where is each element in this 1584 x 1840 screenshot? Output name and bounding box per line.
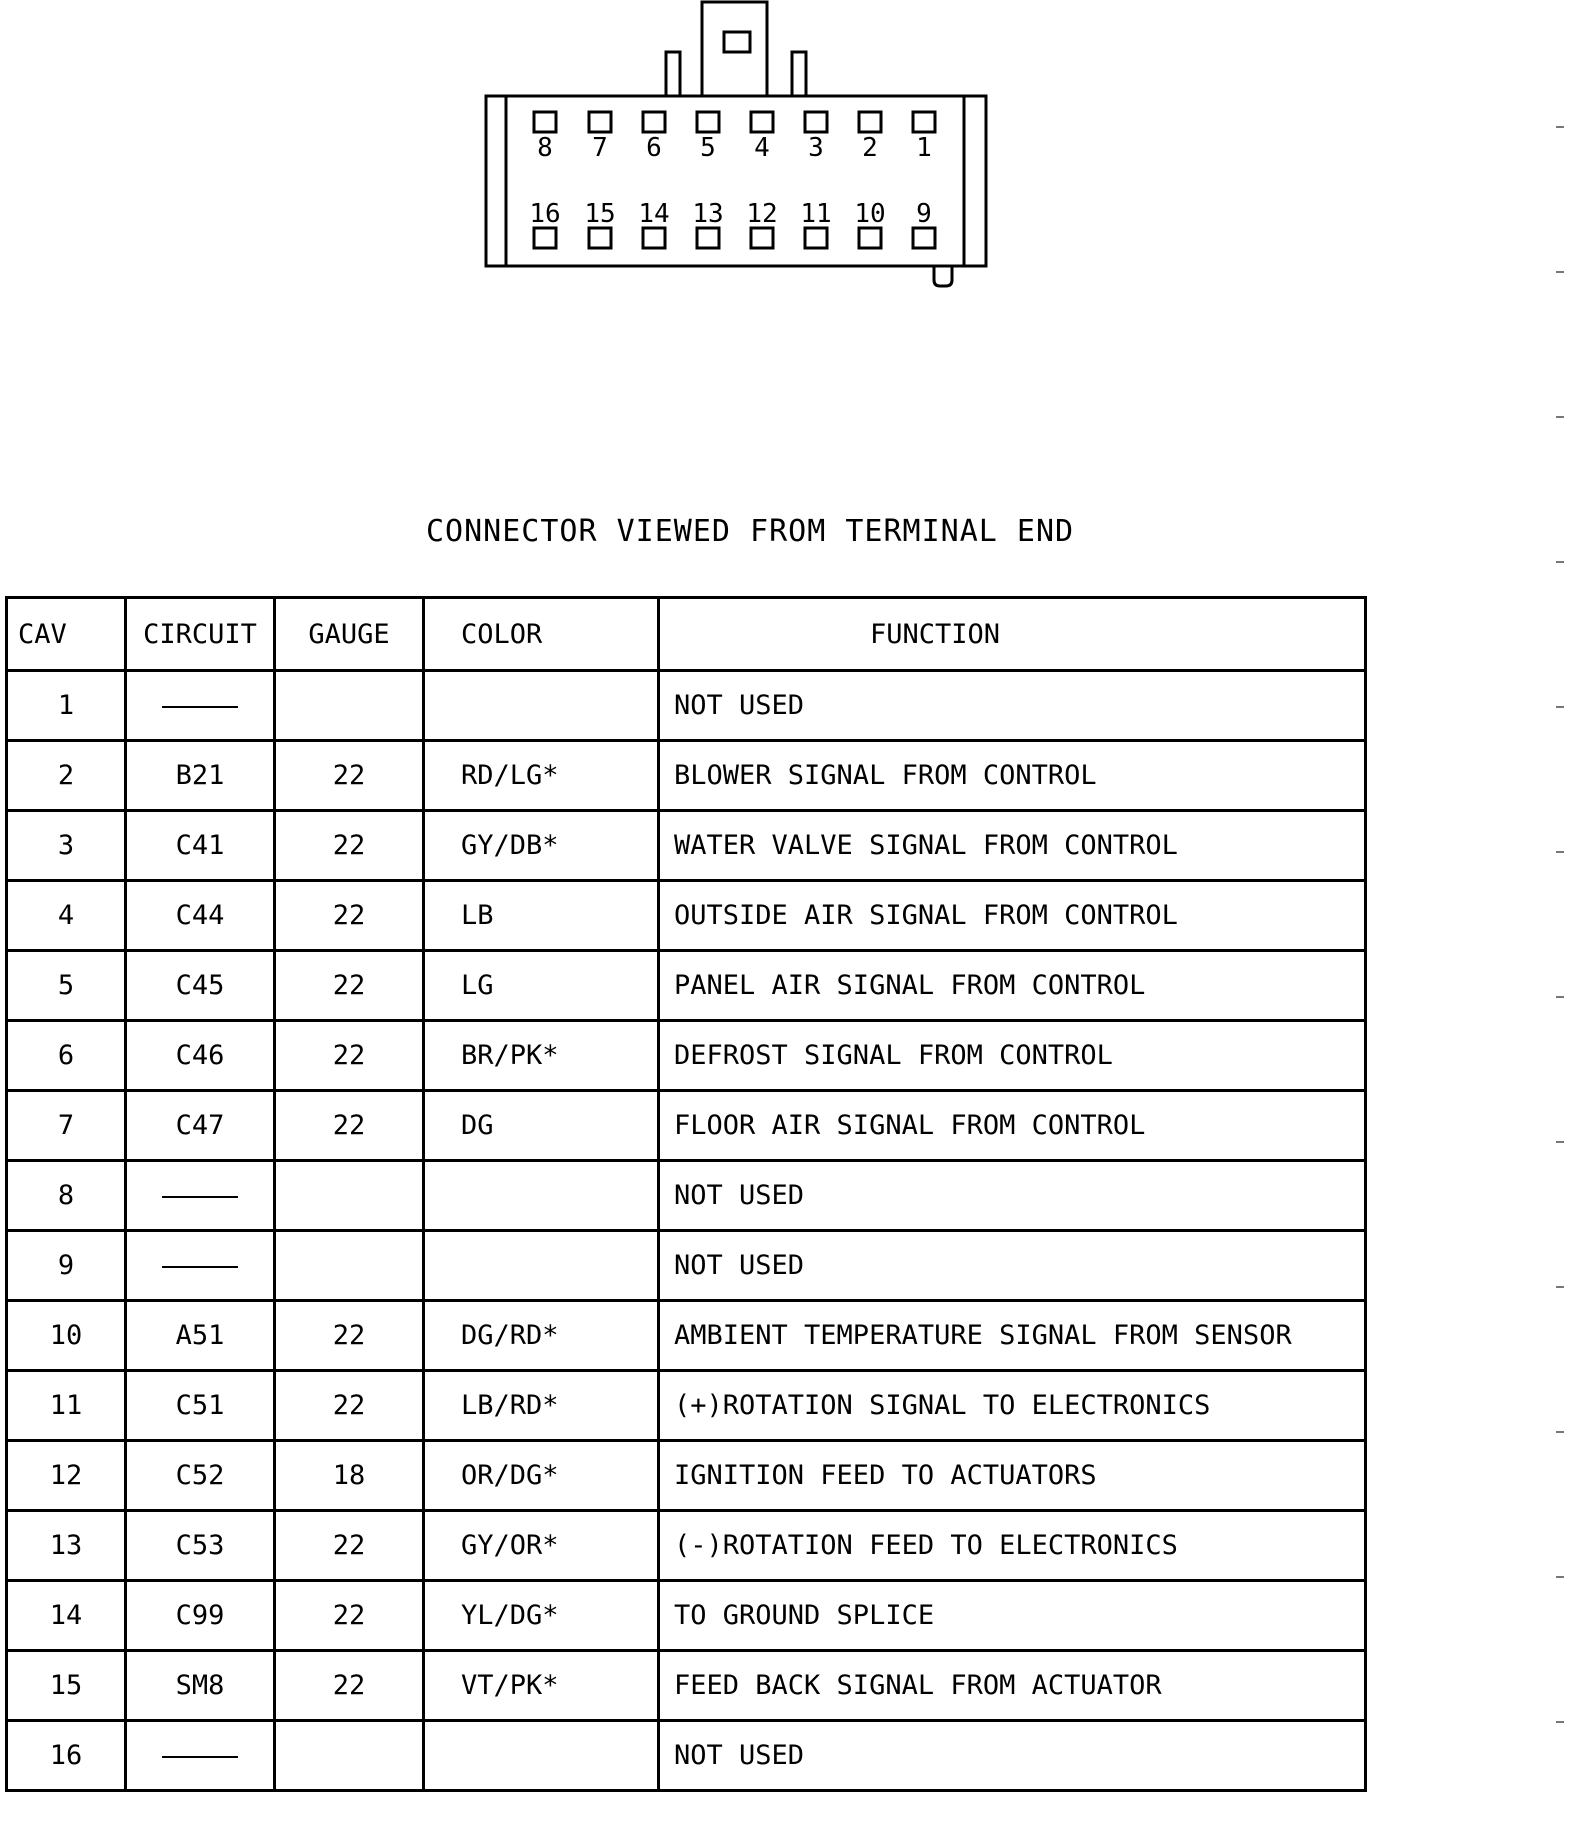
header-circuit: CIRCUIT [126,598,275,671]
cell-color: OR/DG* [424,1441,659,1511]
cell-circuit: C46 [126,1021,275,1091]
latch-window [724,32,750,52]
cell-gauge: 22 [275,1021,424,1091]
pin-cavity [913,112,935,132]
cell-gauge: 18 [275,1441,424,1511]
cell-cav: 13 [7,1511,126,1581]
cell-circuit: C99 [126,1581,275,1651]
edge-tick [1556,271,1564,273]
cell-cav: 14 [7,1581,126,1651]
table-row [7,1651,1366,1721]
pin-number-label: 11 [800,199,832,229]
unused-dash [162,706,238,708]
cell-color: DG/RD* [424,1301,659,1371]
cell-cav: 2 [7,741,126,811]
cell-function: OUTSIDE AIR SIGNAL FROM CONTROL [659,881,1366,951]
cell-color: VT/PK* [424,1651,659,1721]
caption-text: CONNECTOR VIEWED FROM TERMINAL END [426,514,1075,549]
cell-cav: 15 [7,1651,126,1721]
connector-latch [702,2,767,96]
pin-number-label: 7 [592,133,608,163]
pin-number-label: 2 [862,133,878,163]
cell-cav: 7 [7,1091,126,1161]
cell-function: PANEL AIR SIGNAL FROM CONTROL [659,951,1366,1021]
cell-circuit: C53 [126,1511,275,1581]
cell-color [424,671,659,741]
pin-cavity [805,112,827,132]
cell-cav: 12 [7,1441,126,1511]
cell-gauge: 22 [275,881,424,951]
pin-number-label: 14 [638,199,670,229]
pin-number-label: 5 [700,133,716,163]
cell-gauge [275,1161,424,1231]
cell-cav: 5 [7,951,126,1021]
cell-cav: 8 [7,1161,126,1231]
cell-cav: 1 [7,671,126,741]
cell-color: GY/DB* [424,811,659,881]
edge-tick [1556,1431,1564,1433]
pin-cavity [913,228,935,248]
cell-circuit: C41 [126,811,275,881]
cell-function: NOT USED [659,671,1366,741]
cell-circuit: SM8 [126,1651,275,1721]
table-header-row [7,598,1366,671]
cell-circuit [126,671,275,741]
cell-gauge: 22 [275,811,424,881]
header-gauge: GAUGE [275,598,424,671]
cell-function: WATER VALVE SIGNAL FROM CONTROL [659,811,1366,881]
cell-gauge [275,671,424,741]
pin-cavity [697,112,719,132]
edge-tick [1556,1141,1564,1143]
table-row [7,1231,1366,1301]
cell-cav: 3 [7,811,126,881]
table-row [7,1021,1366,1091]
cell-color: BR/PK* [424,1021,659,1091]
cell-circuit: C47 [126,1091,275,1161]
cell-cav: 16 [7,1721,126,1791]
pin-number-label: 8 [537,133,553,163]
pin-number-label: 3 [808,133,824,163]
pin-cavity [534,228,556,248]
edge-tick [1556,1576,1564,1578]
cell-circuit: C51 [126,1371,275,1441]
cell-cav: 9 [7,1231,126,1301]
cell-color [424,1231,659,1301]
unused-dash [162,1266,238,1268]
cell-circuit [126,1231,275,1301]
cell-function: (+)ROTATION SIGNAL TO ELECTRONICS [659,1371,1366,1441]
cell-circuit [126,1721,275,1791]
pin-cavity [751,228,773,248]
cell-color: LB/RD* [424,1371,659,1441]
cell-gauge: 22 [275,1371,424,1441]
pinout-table [5,596,1367,1792]
pin-number-label: 16 [529,199,561,229]
pin-number-label: 6 [646,133,662,163]
table-row [7,811,1366,881]
cell-color [424,1721,659,1791]
table-row [7,1721,1366,1791]
pin-number-label: 10 [854,199,886,229]
bottom-key [934,266,952,286]
table-row [7,671,1366,741]
cell-color: RD/LG* [424,741,659,811]
edge-tick [1556,416,1564,418]
cell-cav: 4 [7,881,126,951]
cell-function: FLOOR AIR SIGNAL FROM CONTROL [659,1091,1366,1161]
cell-cav: 11 [7,1371,126,1441]
cell-color: LB [424,881,659,951]
cell-color: DG [424,1091,659,1161]
table-row [7,1581,1366,1651]
cell-color: YL/DG* [424,1581,659,1651]
pin-number-label: 9 [916,199,932,229]
header-color: COLOR [424,598,659,671]
pin-number-label: 1 [916,133,932,163]
pin-number-label: 4 [754,133,770,163]
cell-gauge: 22 [275,1091,424,1161]
unused-dash [162,1196,238,1198]
cell-function: NOT USED [659,1721,1366,1791]
cell-circuit [126,1161,275,1231]
right-post [792,52,806,96]
pin-cavity [697,228,719,248]
left-post [666,52,680,96]
cell-gauge [275,1721,424,1791]
unused-dash [162,1756,238,1758]
pin-cavity [589,228,611,248]
pin-cavity [589,112,611,132]
table-row [7,741,1366,811]
pin-cavity [643,228,665,248]
cell-color [424,1161,659,1231]
cell-function: (-)ROTATION FEED TO ELECTRONICS [659,1511,1366,1581]
edge-tick [1556,996,1564,998]
cell-gauge: 22 [275,1511,424,1581]
cell-color: LG [424,951,659,1021]
table-row [7,881,1366,951]
edge-tick [1556,706,1564,708]
cell-function: AMBIENT TEMPERATURE SIGNAL FROM SENSOR [659,1301,1366,1371]
pin-cavity [751,112,773,132]
edge-tick [1556,126,1564,128]
table-row [7,1091,1366,1161]
cell-function: DEFROST SIGNAL FROM CONTROL [659,1021,1366,1091]
pin-number-label: 13 [692,199,724,229]
table-row [7,1161,1366,1231]
cell-gauge: 22 [275,1301,424,1371]
pin-cavity [859,112,881,132]
cell-cav: 10 [7,1301,126,1371]
pin-cavity [643,112,665,132]
table-row [7,1371,1366,1441]
cell-gauge [275,1231,424,1301]
cell-function: TO GROUND SPLICE [659,1581,1366,1651]
cell-cav: 6 [7,1021,126,1091]
cell-gauge: 22 [275,741,424,811]
edge-tick [1556,1721,1564,1723]
table-row [7,1441,1366,1511]
table-row [7,951,1366,1021]
cell-circuit: C45 [126,951,275,1021]
cell-circuit: A51 [126,1301,275,1371]
cell-function: BLOWER SIGNAL FROM CONTROL [659,741,1366,811]
table-row [7,1301,1366,1371]
cell-gauge: 22 [275,1651,424,1721]
cell-circuit: B21 [126,741,275,811]
pin-number-label: 12 [746,199,778,229]
cell-color: GY/OR* [424,1511,659,1581]
pin-cavity [534,112,556,132]
cell-circuit: C44 [126,881,275,951]
cell-function: IGNITION FEED TO ACTUATORS [659,1441,1366,1511]
cell-gauge: 22 [275,951,424,1021]
table-row [7,1511,1366,1581]
edge-tick [1556,1286,1564,1288]
header-cav: CAV [7,598,126,671]
pin-cavity [805,228,827,248]
pin-number-label: 15 [584,199,616,229]
cell-circuit: C52 [126,1441,275,1511]
cell-function: NOT USED [659,1231,1366,1301]
cell-function: FEED BACK SIGNAL FROM ACTUATOR [659,1651,1366,1721]
connector-diagram [0,0,1584,300]
cell-gauge: 22 [275,1581,424,1651]
edge-tick [1556,561,1564,563]
edge-tick [1556,851,1564,853]
header-function: FUNCTION [659,598,1366,671]
connector-body [486,96,986,266]
cell-function: NOT USED [659,1161,1366,1231]
pin-cavity [859,228,881,248]
